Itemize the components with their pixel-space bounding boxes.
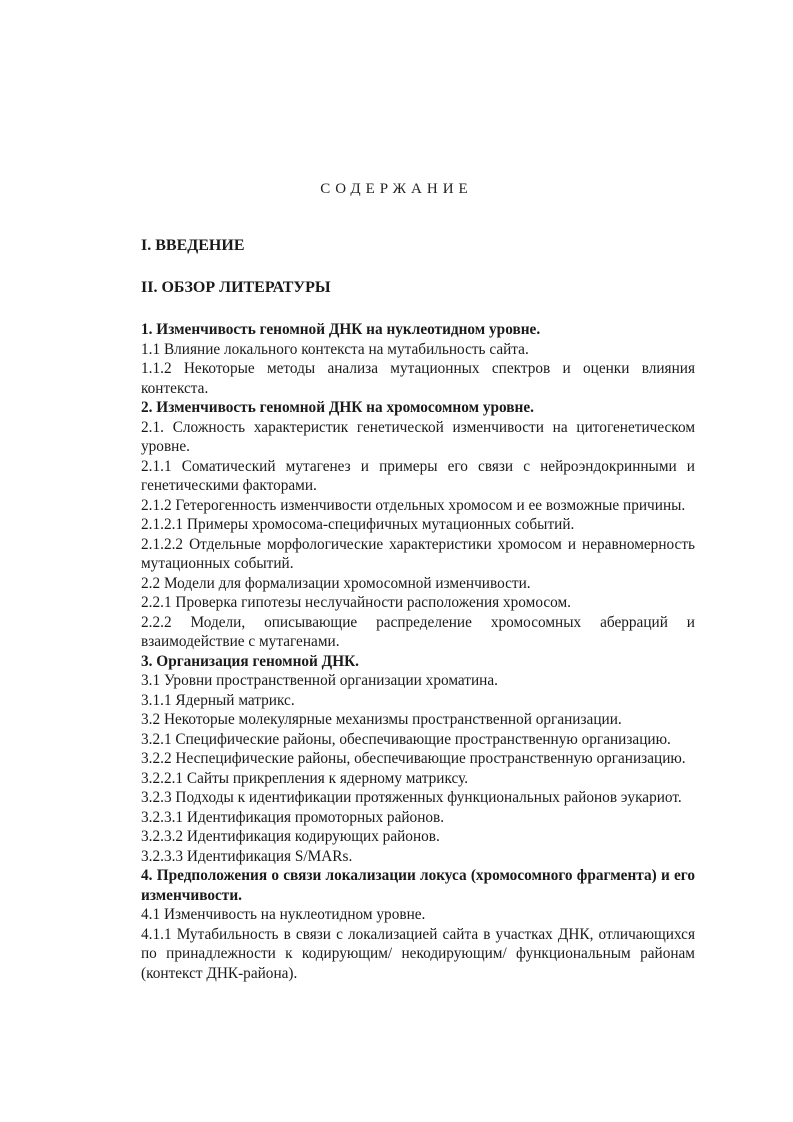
toc-entry-1-1: 1.1 Влияние локального контекста на мутабильность сайта. [141,340,529,358]
toc-entry-3-1: 3.1 Уровни пространственной организации хроматина. [141,672,498,689]
toc-entry-1: 1. Изменчивость геномной ДНК на нуклеотидном уровне. [141,321,541,338]
toc-entry-2-2-1: 2.2.1 Проверка гипотезы неслучайности расположения хромосом. [141,594,572,611]
toc-entry-3-2-3-1: 3.2.3.1 Идентификация промоторных районов. [141,808,445,826]
section-introduction: I. ВВЕДЕНИЕ [141,237,245,254]
toc-entry-2-1-1: 2.1.1 Соматический мутагенез и примеры его связи с нейроэндокринными и генетическими факторами. [141,457,695,494]
toc-entry-4-1-1: 4.1.1 Мутабильность в связи с локализацией сайта в участках ДНК, отличающихся по принадлежности к кодирующим/ некодирующим/ функциональным районам (контекст ДНК-района). [141,925,695,982]
toc-entry-2: 2. Изменчивость геномной ДНК на хромосомном уровне. [141,399,534,416]
toc-entry-4-1: 4.1 Изменчивость на нуклеотидном уровне. [141,906,426,923]
toc-entry-3-2-3-3: 3.2.3.3 Идентификация S/MARs. [141,847,353,865]
toc-entry-2-1-2-2: 2.1.2.2 Отдельные морфологические характеристики хромосом и неравномерность мутационных событий. [141,535,695,572]
toc-entry-3-1-1: 3.1.1 Ядерный матрикс. [141,691,295,709]
toc-entry-3-2-3: 3.2.3 Подходы к идентификации протяженных функциональных районов эукариот. [141,789,682,806]
toc-entry-2-1-2-1: 2.1.2.1 Примеры хромосома-специфичных мутационных событий. [141,516,575,533]
toc-entry-3-2: 3.2 Некоторые молекулярные механизмы пространственной организации. [141,711,622,728]
toc-entry-3-2-3-2: 3.2.3.2 Идентификация кодирующих районов. [141,828,440,845]
toc-entry-2-2-2: 2.2.2 Модели, описывающие распределение хромосомных аберраций и взаимодействие с мутагенами. [141,613,695,650]
toc-entry-2-1-2: 2.1.2 Гетерогенность изменчивости отдельных хромосом и ее возможные причины. [141,496,686,514]
toc-entry-2-2: 2.2 Модели для формализации хромосомной изменчивости. [141,574,531,592]
toc-entry-3-2-1: 3.2.1 Специфические районы, обеспечивающие пространственную организацию. [141,730,671,748]
section-literature-review: II. ОБЗОР ЛИТЕРАТУРЫ [141,279,331,296]
toc-entry-1-1-2: 1.1.2 Некоторые методы анализа мутационных спектров и оценки влияния контекста. [141,360,695,397]
toc-entry-3-2-2: 3.2.2 Неспецифические районы, обеспечивающие пространственную организацию. [141,750,686,767]
toc-entry-2-1: 2.1. Сложность характеристик генетической изменчивости на цитогенетическом уровне. [141,418,695,455]
toc-entry-3-2-2-1: 3.2.2.1 Сайты прикрепления к ядерному матриксу. [141,769,469,787]
toc-entry-4: 4. Предположения о связи локализации локуса (хромосомного фрагмента) и его изменчивости. [141,867,695,904]
page-title: СОДЕРЖАНИЕ [320,181,473,197]
toc-entry-3: 3. Организация геномной ДНК. [141,652,360,670]
table-of-contents [141,320,695,983]
